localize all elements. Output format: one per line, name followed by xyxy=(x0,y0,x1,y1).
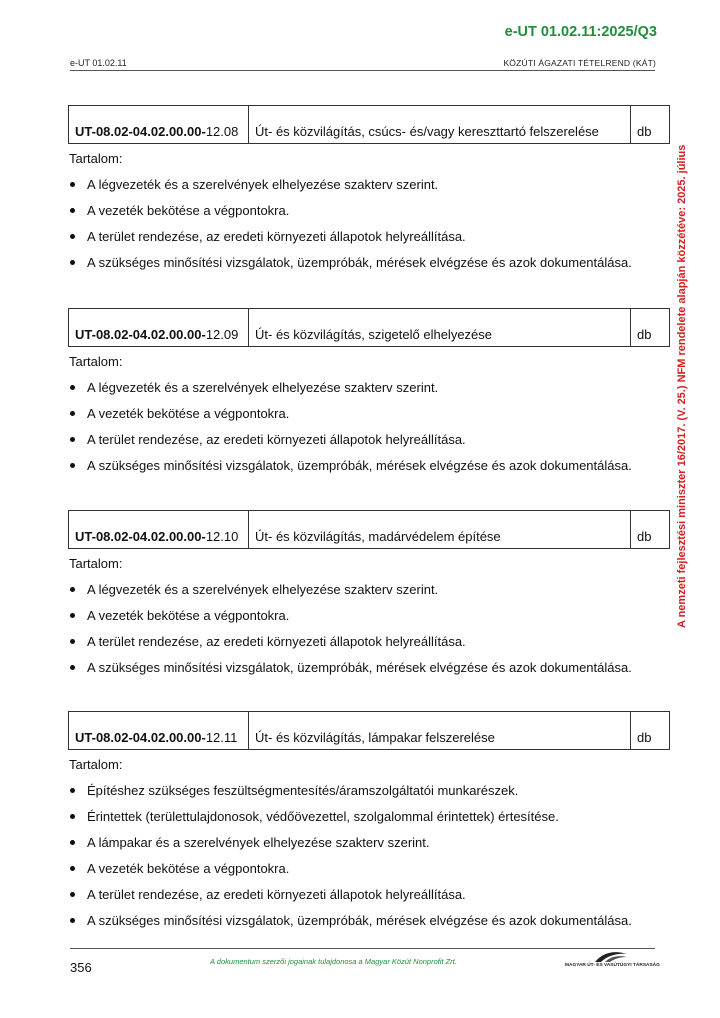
item-description: Út- és közvilágítás, csúcs- és/vagy kereszttartó felszerelése xyxy=(249,106,631,143)
logo-text: MAGYAR ÚT- ÉS VASÚTÜGYI TÁRSASÁG xyxy=(565,963,660,968)
bullet-icon xyxy=(70,918,75,923)
content-label: Tartalom: xyxy=(69,151,123,166)
item-code-suffix: 12.10 xyxy=(205,529,239,544)
list-item-text: A terület rendezése, az eredeti környezeti állapotok helyreállítása. xyxy=(87,887,466,902)
item-code xyxy=(69,511,249,548)
page-number: 356 xyxy=(70,960,92,975)
list-item-text: A légvezeték és a szerelvények elhelyezése szakterv szerint. xyxy=(87,582,439,597)
item-unit: db xyxy=(637,730,652,745)
list-item xyxy=(68,406,670,421)
content-list xyxy=(68,380,670,473)
item-description: Út- és közvilágítás, szigetelő elhelyezése xyxy=(249,309,631,346)
list-item xyxy=(68,913,670,928)
list-item xyxy=(68,255,670,270)
list-item-text: A légvezeték és a szerelvények elhelyezése szakterv szerint. xyxy=(87,380,439,395)
list-item xyxy=(68,809,670,824)
list-item xyxy=(68,608,670,623)
bullet-icon xyxy=(70,840,75,845)
list-item xyxy=(68,861,670,876)
item-header-table xyxy=(68,510,670,549)
list-item-text: A vezeték bekötése a végpontokra. xyxy=(87,406,290,421)
list-item-text: A vezeték bekötése a végpontokra. xyxy=(87,608,290,623)
bullet-icon xyxy=(70,892,75,897)
bullet-icon xyxy=(70,463,75,468)
bullet-icon xyxy=(70,587,75,592)
item-code-suffix: 12.09 xyxy=(205,327,239,342)
item-code-prefix: UT-08.02-04.02.00.00- xyxy=(75,730,206,745)
list-item-text: A szükséges minősítési vizsgálatok, üzempróbák, mérések elvégzése és azok dokumentálása. xyxy=(87,255,632,270)
item-description: Út- és közvilágítás, madárvédelem építése xyxy=(249,511,631,548)
bullet-icon xyxy=(70,665,75,670)
list-item xyxy=(68,380,670,395)
bullet-icon xyxy=(70,260,75,265)
road-logo-icon xyxy=(593,950,629,964)
list-item-text: A légvezeték és a szerelvények elhelyezése szakterv szerint. xyxy=(87,177,439,192)
item-header-table xyxy=(68,711,670,750)
footer-divider xyxy=(70,948,655,949)
header-title: KÖZÚTI ÁGAZATI TÉTELREND (KÁT) xyxy=(503,58,656,68)
bullet-icon xyxy=(70,613,75,618)
list-item-text: A terület rendezése, az eredeti környezeti állapotok helyreállítása. xyxy=(87,229,466,244)
header-left-code: e-UT 01.02.11 xyxy=(70,58,127,68)
content-label: Tartalom: xyxy=(69,354,123,369)
list-item xyxy=(68,177,670,192)
item-section xyxy=(68,105,670,270)
list-item-text: Érintettek (területtulajdonosok, védőövezettel, szolgalommal érintettek) értesítése. xyxy=(87,809,559,824)
bullet-icon xyxy=(70,814,75,819)
list-item xyxy=(68,203,670,218)
list-item xyxy=(68,887,670,902)
list-item xyxy=(68,458,670,473)
list-item-text: A vezeték bekötése a végpontokra. xyxy=(87,203,290,218)
list-item-text: A szükséges minősítési vizsgálatok, üzempróbák, mérések elvégzése és azok dokumentálása. xyxy=(87,458,632,473)
bullet-icon xyxy=(70,234,75,239)
item-code-suffix: 12.11 xyxy=(205,730,238,745)
list-item-text: A lámpakar és a szerelvények elhelyezése szakterv szerint. xyxy=(87,835,430,850)
bullet-icon xyxy=(70,866,75,871)
item-code-prefix: UT-08.02-04.02.00.00- xyxy=(75,327,206,342)
item-description: Út- és közvilágítás, lámpakar felszerelése xyxy=(249,712,631,749)
bullet-icon xyxy=(70,639,75,644)
list-item xyxy=(68,835,670,850)
item-section xyxy=(68,510,670,675)
document-code: e-UT 01.02.11:2025/Q3 xyxy=(504,24,657,40)
bullet-icon xyxy=(70,182,75,187)
header-divider xyxy=(70,70,655,71)
content-list xyxy=(68,582,670,675)
bullet-icon xyxy=(70,385,75,390)
bullet-icon xyxy=(70,208,75,213)
content-label: Tartalom: xyxy=(69,556,123,571)
company-logo xyxy=(565,950,660,972)
item-unit: db xyxy=(637,327,652,342)
item-section xyxy=(68,711,670,928)
list-item xyxy=(68,582,670,597)
list-item-text: A szükséges minősítési vizsgálatok, üzempróbák, mérések elvégzése és azok dokumentálása. xyxy=(87,913,632,928)
list-item-text: A vezeték bekötése a végpontokra. xyxy=(87,861,290,876)
copyright-note: A dokumentum szerzői jogainak tulajdonosa a Magyar Közút Nonprofit Zrt. xyxy=(210,957,457,966)
list-item xyxy=(68,783,670,798)
item-code-suffix: 12.08 xyxy=(205,124,239,139)
list-item xyxy=(68,660,670,675)
content-list xyxy=(68,783,670,928)
list-item xyxy=(68,432,670,447)
list-item xyxy=(68,634,670,649)
item-code xyxy=(69,309,249,346)
item-code-prefix: UT-08.02-04.02.00.00- xyxy=(75,529,206,544)
content-list xyxy=(68,177,670,270)
item-code xyxy=(69,106,249,143)
list-item xyxy=(68,229,670,244)
list-item-text: Építéshez szükséges feszültségmentesítés/áramszolgáltatói munkarészek. xyxy=(87,783,519,798)
bullet-icon xyxy=(70,411,75,416)
item-header-table xyxy=(68,105,670,144)
list-item-text: A szükséges minősítési vizsgálatok, üzempróbák, mérések elvégzése és azok dokumentálása. xyxy=(87,660,632,675)
item-section xyxy=(68,308,670,473)
bullet-icon xyxy=(70,788,75,793)
list-item-text: A terület rendezése, az eredeti környezeti állapotok helyreállítása. xyxy=(87,634,466,649)
bullet-icon xyxy=(70,437,75,442)
item-code-prefix: UT-08.02-04.02.00.00- xyxy=(75,124,206,139)
side-publication-note: A nemzeti fejlesztési miniszter 16/2017. (V. 25.) NFM rendelete alapján közzétéve: 2025. július xyxy=(676,144,688,628)
content-label: Tartalom: xyxy=(69,757,123,772)
list-item-text: A terület rendezése, az eredeti környezeti állapotok helyreállítása. xyxy=(87,432,466,447)
item-unit: db xyxy=(637,529,652,544)
item-header-table xyxy=(68,308,670,347)
item-code xyxy=(69,712,249,749)
item-unit: db xyxy=(637,124,652,139)
